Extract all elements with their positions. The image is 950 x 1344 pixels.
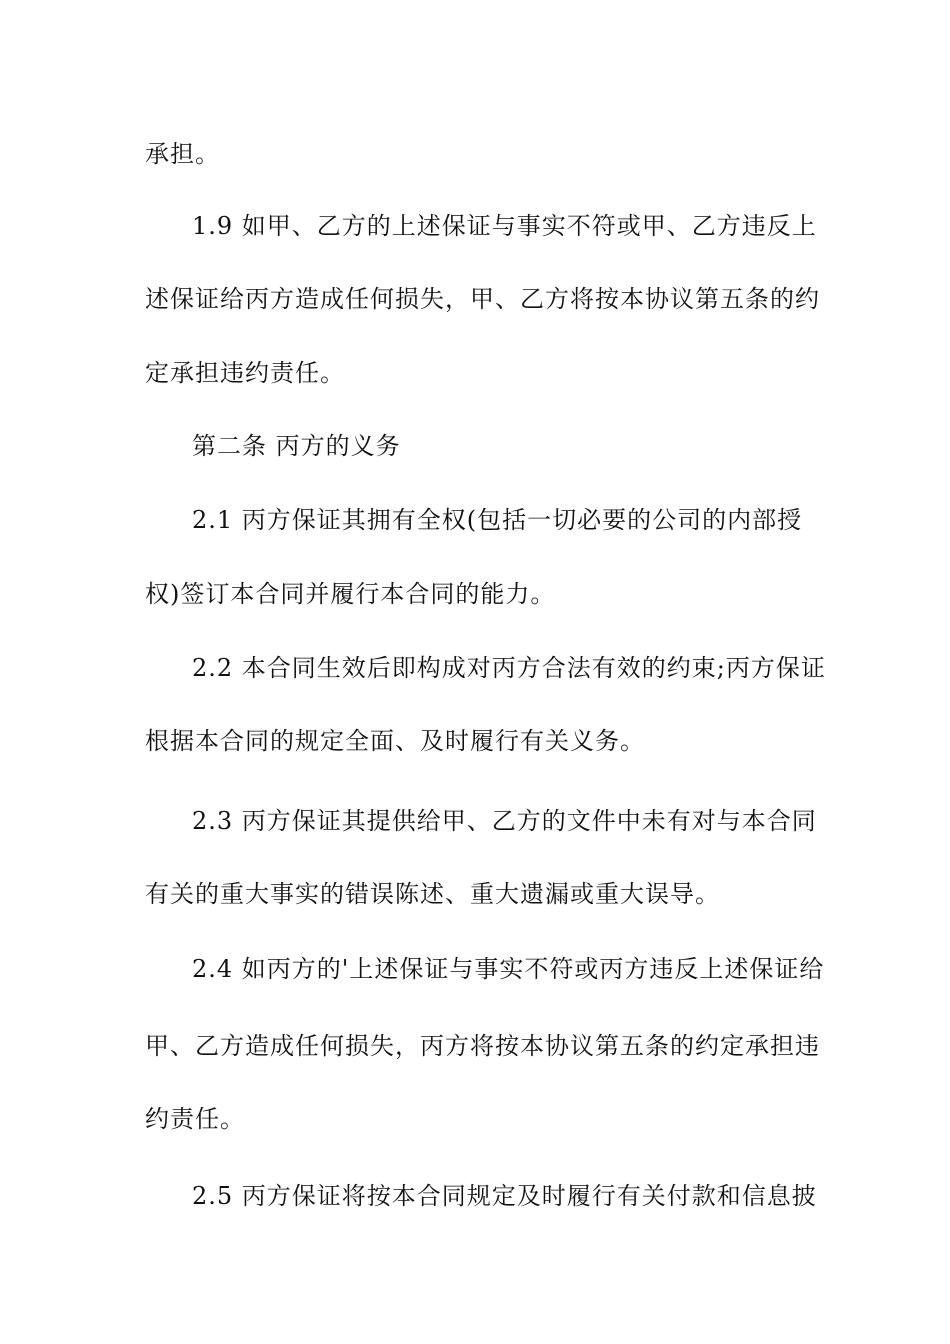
text-line: 有关的重大事实的错误陈述、重大遗漏或重大误导。 <box>145 880 720 908</box>
text-line: 甲、乙方造成任何损失，丙方将按本协议第五条的约定承担违 <box>145 1032 820 1060</box>
clause-2-3-line: 2.3 丙方保证其提供给甲、乙方的文件中未有对与本合同 <box>192 807 817 835</box>
text-line: 承担。 <box>145 140 220 168</box>
text-line: 根据本合同的规定全面、及时履行有关义务。 <box>145 727 645 755</box>
clause-2-2-line: 2.2 本合同生效后即构成对丙方合法有效的约束;丙方保证 <box>192 654 826 682</box>
clause-2-5-line: 2.5 丙方保证将按本合同规定及时履行有关付款和信息披 <box>192 1182 817 1210</box>
text-line: 约责任。 <box>145 1105 245 1133</box>
text-line: 述保证给丙方造成任何损失，甲、乙方将按本协议第五条的约 <box>145 285 820 313</box>
clause-1-9-line: 1.9 如甲、乙方的上述保证与事实不符或甲、乙方违反上 <box>192 212 817 240</box>
text-line: 定承担违约责任。 <box>145 359 345 387</box>
text-line: 权)签订本合同并履行本合同的能力。 <box>145 580 556 608</box>
article-heading: 第二条 丙方的义务 <box>192 432 401 460</box>
clause-2-4-line: 2.4 如丙方的'上述保证与事实不符或丙方违反上述保证给 <box>192 955 825 983</box>
clause-2-1-line: 2.1 丙方保证其拥有全权(包括一切必要的公司的内部授 <box>192 506 803 534</box>
